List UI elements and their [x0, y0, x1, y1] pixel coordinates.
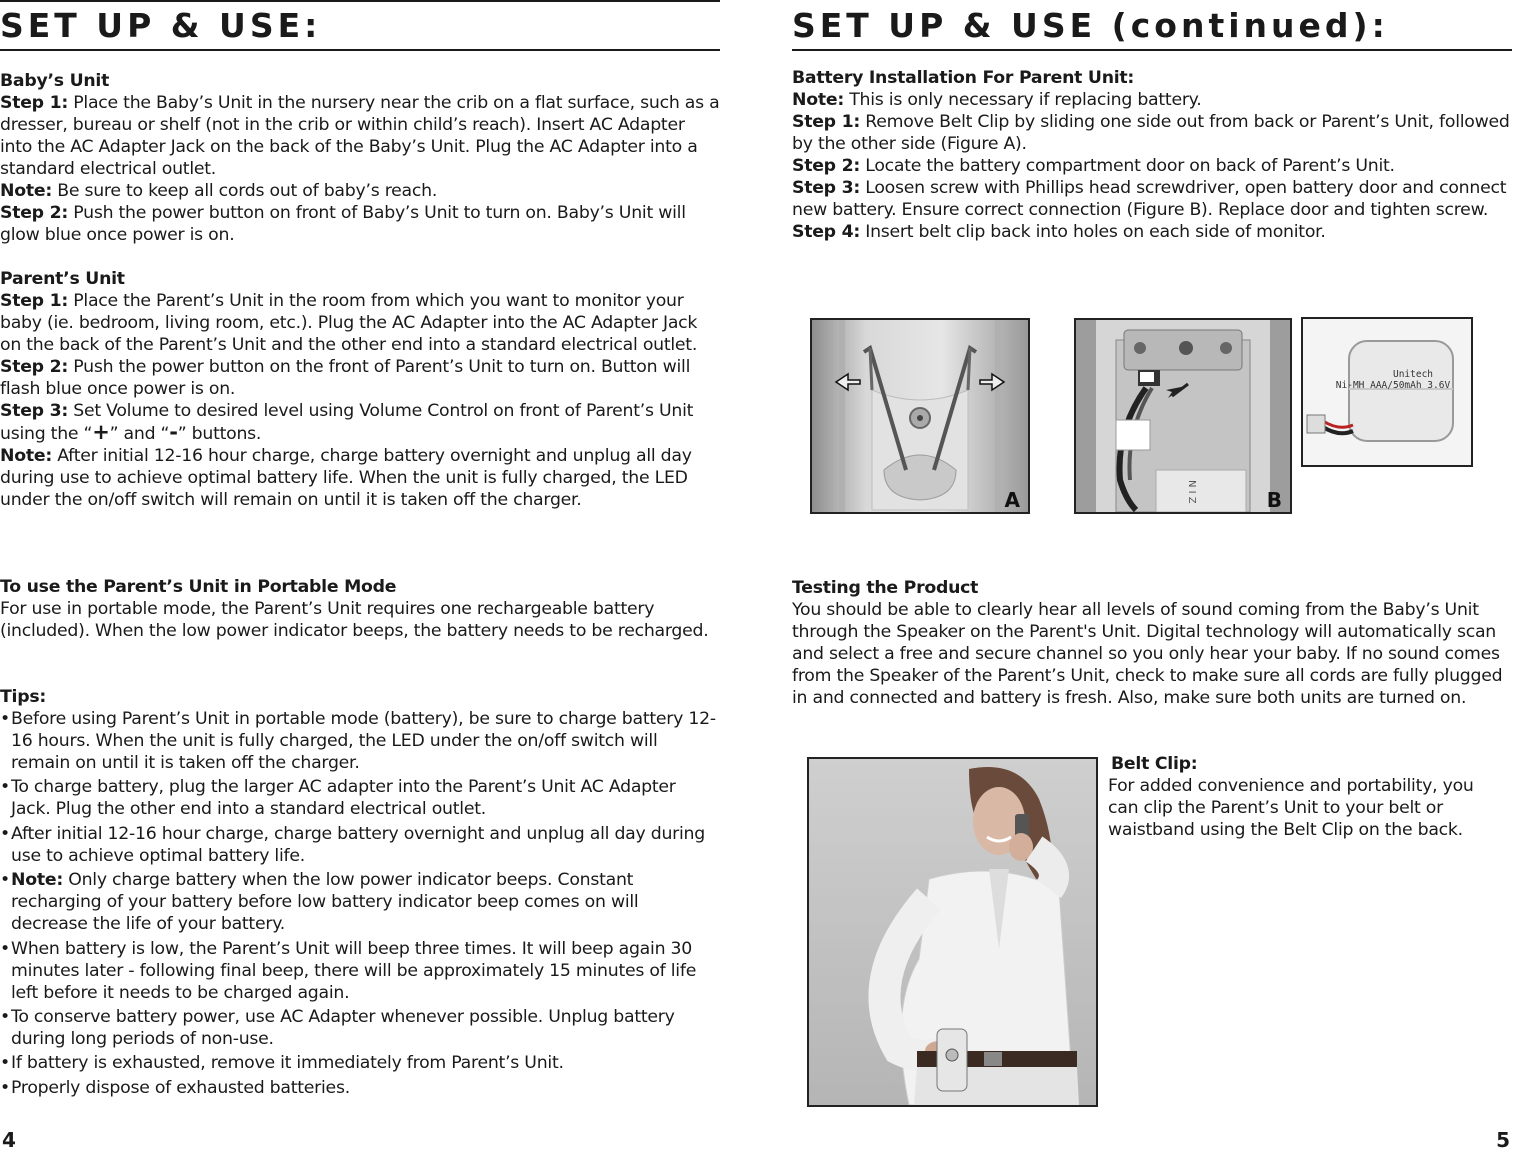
woman-with-belt-clip-photo	[807, 757, 1098, 1107]
figure-b-label: B	[1266, 488, 1282, 512]
tip-text: Only charge battery when the low power indicator beeps. Constant recharging of your battery before low battery indicator beep comes on will decrease the life of your battery.	[11, 870, 639, 935]
tip-item: • To charge battery, plug the larger AC adapter into the Parent’s Unit AC Adapter Jack. Plug the other end into a standard electrical outlet.	[0, 776, 720, 820]
step-label: Step 1:	[0, 93, 68, 113]
tip-item: • If battery is exhausted, remove it immediately from Parent’s Unit.	[0, 1052, 720, 1074]
compartment-label: N I Z	[1186, 480, 1197, 504]
step-text: Loosen screw with Phillips head screwdriver, open battery door and connect new battery. Ensure correct connection (Figure B). Replace door and tighten screw.	[792, 178, 1507, 220]
page-title: SET UP & USE (continued):	[792, 6, 1389, 45]
note-text: This is only necessary if replacing battery.	[843, 90, 1202, 110]
step-text: ” buttons.	[177, 424, 262, 444]
note-label: Note:	[792, 90, 844, 110]
plus-symbol: +	[92, 420, 110, 444]
battery-pack-photo	[1301, 317, 1473, 467]
tip-item: • After initial 12-16 hour charge, charge battery overnight and unplug all day during use to achieve optimal battery life.	[0, 823, 720, 867]
step-text: Remove Belt Clip by sliding one side out from back or Parent’s Unit, followed by the other side (Figure A).	[792, 112, 1510, 154]
step-2	[0, 202, 720, 246]
section-heading: To use the Parent’s Unit in Portable Mode	[0, 577, 397, 597]
section-text: For added convenience and portability, you can clip the Parent’s Unit to your belt or waistband using the Belt Clip on the back.	[1108, 776, 1474, 840]
page-title: SET UP & USE:	[0, 6, 322, 45]
step-text: Place the Parent’s Unit in the room from which you want to monitor your baby (ie. bedroom, living room, etc.). Plug the AC Adapter into the AC Adapter Jack on the back of the Parent’s Unit and the other end into a standard electrical outlet.	[0, 291, 698, 355]
figure-a-belt-clip-photo	[810, 318, 1030, 514]
testing-section	[792, 577, 1512, 709]
step-text: Place the Baby’s Unit in the nursery near the crib on a flat surface, such as a dresser, bureau or shelf (not in the crib or within child’s reach). Insert AC Adapter into the AC Adapter Jack on the back of the Baby’s Unit. Plug the AC Adapter into a standard electrical outlet.	[0, 93, 720, 179]
parents-unit-section	[0, 268, 720, 511]
top-rule	[0, 0, 720, 2]
step-text: Push the power button on the front of Parent’s Unit to turn on. Button will flash blue once power is on.	[0, 357, 691, 399]
step-3	[0, 400, 720, 445]
step-text: ” and “	[109, 424, 170, 444]
step-label: Step 2:	[0, 357, 68, 377]
battery-label-spec: Ni-MH AAA/50mAh 3.6V	[1335, 380, 1451, 391]
step-label: Step 3:	[792, 178, 860, 198]
section-heading: Testing the Product	[792, 578, 979, 598]
page-left	[0, 0, 720, 1154]
figure-a-label: A	[1004, 488, 1020, 512]
portable-mode-section	[0, 576, 720, 642]
step-1	[0, 92, 720, 180]
note-text: Be sure to keep all cords out of baby’s reach.	[51, 181, 438, 201]
title-rule	[792, 49, 1512, 51]
step-label: Step 3:	[0, 401, 68, 421]
section-heading: Belt Clip:	[1111, 754, 1198, 774]
note-label: Note:	[0, 446, 52, 466]
step-label: Step 1:	[0, 291, 68, 311]
section-text: You should be able to clearly hear all levels of sound coming from the Baby’s Unit through the Speaker on the Parent's Unit. Digital technology will automatically scan and select a free and secure channel so you only hear your baby. If no sound comes from the Speaker of the Parent’s Unit, check to make sure all cords are fully plugged in and connected and battery is fresh. Also, make sure both units are turned on.	[792, 600, 1503, 708]
tips-list	[0, 708, 720, 1099]
step-label: Step 2:	[0, 203, 68, 223]
belt-clip-section	[1108, 753, 1508, 841]
tip-item: • Properly dispose of exhausted batteries.	[0, 1077, 720, 1099]
babys-unit-section	[0, 70, 720, 246]
tip-item: • To conserve battery power, use AC Adapter whenever possible. Unplug battery during long periods of non-use.	[0, 1006, 720, 1050]
step-text: Push the power button on front of Baby’s Unit to turn on. Baby’s Unit will glow blue once power is on.	[0, 203, 686, 245]
title-rule	[0, 49, 720, 51]
page-number: 4	[2, 1128, 16, 1152]
step-4	[792, 221, 1512, 243]
note-label: Note:	[11, 870, 63, 891]
step-text: Set Volume to desired level using Volume Control on front of Parent’s Unit using the “	[0, 401, 694, 444]
battery-label-brand: Unitech	[1392, 369, 1434, 380]
step-3	[792, 177, 1512, 221]
battery-installation-section	[792, 67, 1512, 243]
page-right	[792, 0, 1512, 1154]
step-1	[0, 290, 720, 356]
tip-item	[0, 869, 720, 935]
step-1	[792, 111, 1512, 155]
note-label: Note:	[0, 181, 52, 201]
tips-section	[0, 686, 720, 1101]
section-text: For use in portable mode, the Parent’s Unit requires one rechargeable battery (included). When the low power indicator beeps, the battery needs to be recharged.	[0, 599, 709, 641]
tip-item: • Before using Parent’s Unit in portable mode (battery), be sure to charge battery 12-16 hours. When the unit is fully charged, the LED under the on/off switch will remain on until it is taken off the charger.	[0, 708, 720, 774]
step-label: Step 4:	[792, 222, 860, 242]
note	[0, 445, 720, 511]
note	[0, 180, 720, 202]
step-text: Locate the battery compartment door on back of Parent’s Unit.	[860, 156, 1395, 176]
page-number: 5	[1496, 1128, 1510, 1152]
step-2	[0, 356, 720, 400]
section-heading: Tips:	[0, 687, 47, 707]
battery-label	[1335, 369, 1465, 391]
step-text: Insert belt clip back into holes on each side of monitor.	[860, 222, 1326, 242]
figure-b-battery-compartment-photo	[1074, 318, 1292, 514]
tip-item: • When battery is low, the Parent’s Unit will beep three times. It will beep again 30 minutes later - following final beep, there will be approximately 15 minutes of life left before it needs to be charged again.	[0, 938, 720, 1004]
minus-symbol: -	[169, 420, 178, 444]
section-heading: Baby’s Unit	[0, 71, 110, 91]
section-heading: Battery Installation For Parent Unit:	[792, 68, 1135, 88]
step-label: Step 2:	[792, 156, 860, 176]
step-label: Step 1:	[792, 112, 860, 132]
step-2	[792, 155, 1512, 177]
section-heading: Parent’s Unit	[0, 269, 125, 289]
note-text: After initial 12-16 hour charge, charge battery overnight and unplug all day during use to achieve optimal battery life. When the unit is fully charged, the LED under the on/off switch will remain on until it is taken off the charger.	[0, 446, 692, 510]
note	[792, 89, 1512, 111]
